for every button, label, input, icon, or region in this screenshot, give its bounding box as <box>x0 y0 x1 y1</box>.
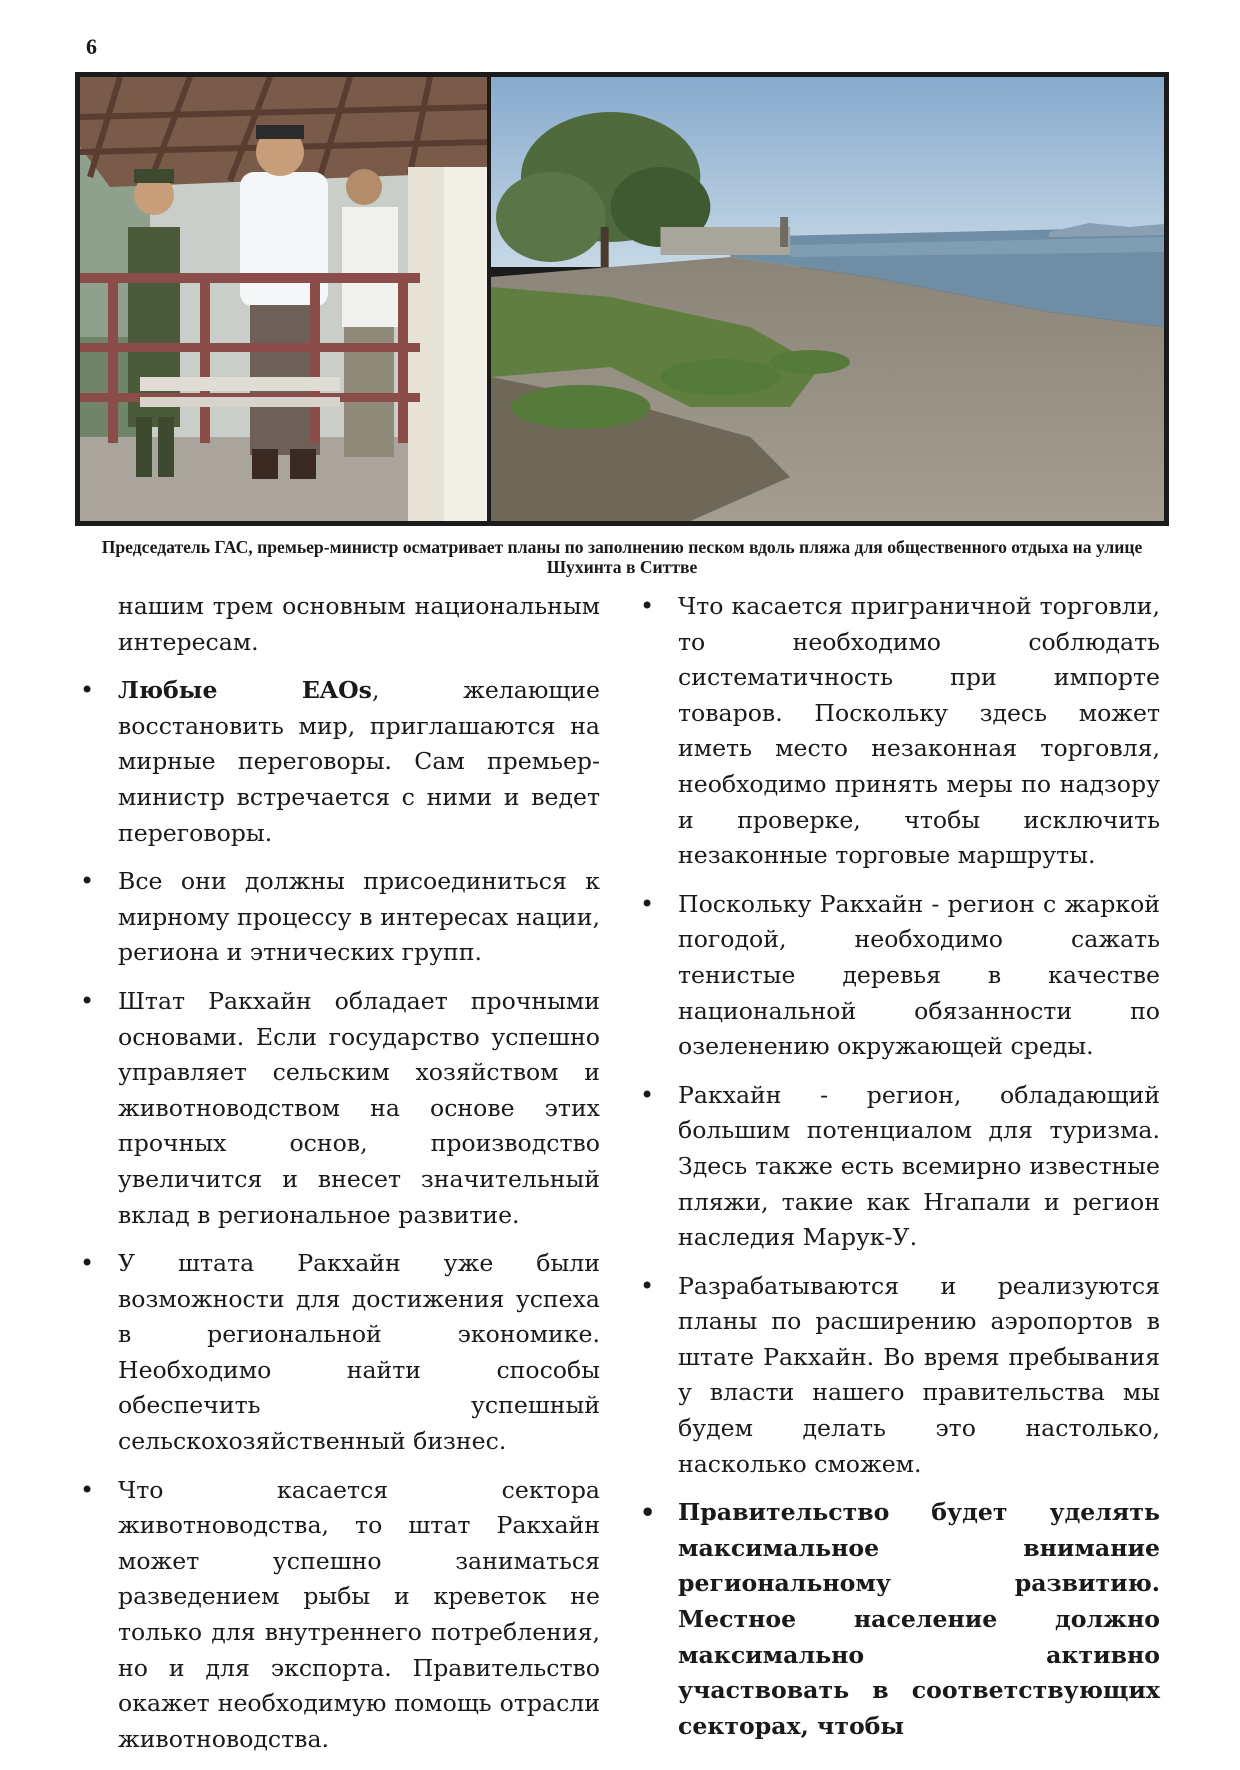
photo-beach-shoreline <box>491 77 1164 521</box>
bullet-text: Штат Ракхайн обладает прочными основами. Если государство успешно управляет сельским хозяйством и животноводством на основе этих прочных основ, производство увеличится и внесет значительный вклад в региональное развитие. <box>118 986 600 1229</box>
page-number: 6 <box>86 34 97 59</box>
continuation-paragraph: нашим трем основным национальным интересам. <box>118 592 600 656</box>
right-column <box>678 589 1160 1757</box>
photo-meeting-at-pavilion <box>80 77 487 521</box>
bullet-text: Что касается сектора животноводства, то штат Ракхайн может успешно заниматься разведением рыбы и креветок не только для внутреннего потребления, но и для экспорта. Правительство окажет необходимую помощь отрасли животноводства. <box>118 1475 600 1753</box>
bullet-item <box>118 673 600 851</box>
bullet-item <box>118 1246 600 1460</box>
bullet-text: У штата Ракхайн уже были возможности для достижения успеха в региональной экономике. Необходимо найти способы обеспечить успешный сельскохозяйственный бизнес. <box>118 1249 600 1456</box>
beach-illustration <box>491 77 1164 521</box>
bullet-item: • Разрабатываются и реализуются планы по расширению аэропортов в штате Ракхайн. Во время пребывания у власти нашего правительства мы будем делать это настолько, насколько сможем. <box>678 1269 1160 1483</box>
pavilion-illustration <box>80 77 487 521</box>
bullet-item <box>118 984 600 1233</box>
bullet-item-emphasis: • Правительство будет уделять максимальное внимание региональному развитию. Местное население должно максимально активно участвовать в соответствующих секторах, чтобы <box>678 1495 1160 1744</box>
bullet-item: • Ракхайн - регион, обладающий большим потенциалом для туризма. Здесь также есть всемирно известные пляжи, такие как Нгапали и регион наследия Марук-У. <box>678 1078 1160 1256</box>
bullet-item <box>118 864 600 971</box>
photo-caption: Председатель ГАС, премьер-министр осматривает планы по заполнению песком вдоль пляжа для общественного отдыха на улице Шухинта в Ситтве <box>101 537 1143 577</box>
bullet-text: Все они должны присоединиться к мирному процессу в интересах нации, региона и этнических групп. <box>118 867 600 967</box>
photo-frame <box>75 72 1169 526</box>
left-column <box>118 589 600 1770</box>
bullet-item: • Поскольку Ракхайн - регион с жаркой погодой, необходимо сажать тенистые деревья в качестве национальной обязанности по озеленению окружающей среды. <box>678 887 1160 1065</box>
bullet-text: , желающие восстановить мир, приглашаются на мирные переговоры. Сам премьер-министр встречается с ними и ведет переговоры. <box>118 676 600 847</box>
bullet-item <box>118 1473 600 1758</box>
bullet-item: • Что касается приграничной торговли, то необходимо соблюдать систематичность при импорте товаров. Поскольку здесь может иметь место незаконная торговля, необходимо принять меры по надзору и проверке, чтобы исключить незаконные торговые маршруты. <box>678 589 1160 874</box>
bullet-bold-lead: Любые EAOs <box>118 676 372 705</box>
